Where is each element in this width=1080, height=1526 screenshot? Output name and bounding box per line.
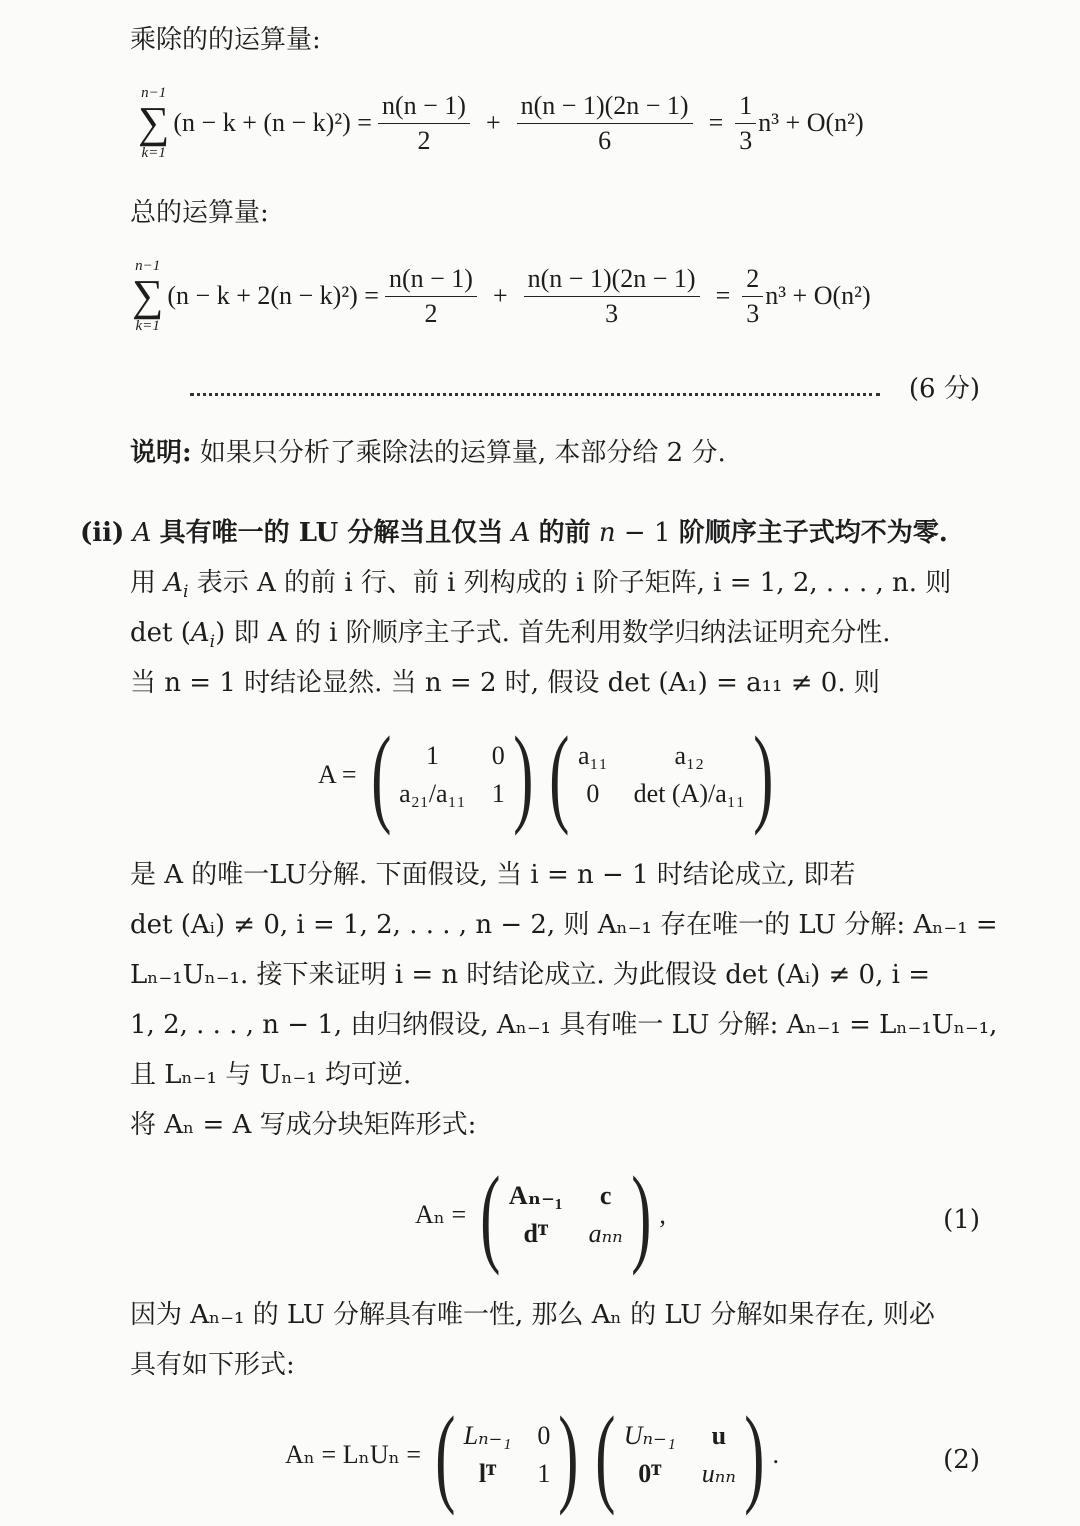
paragraph-1: 用 $A_i$ 表示 A 的前 i 行、前 i 列构成的 i 阶子矩阵, i = 1, 2, . . . , n. 则	[130, 568, 952, 603]
equation-number-2: (2)	[943, 1445, 980, 1475]
block-matrix: Aₙ₋₁ c dᵀ aₙₙ	[508, 1181, 623, 1248]
total-label: 总的运算量:	[130, 198, 269, 228]
paragraph-3: 当 n = 1 时结论显然. 当 n = 2 时, 假设 det (A₁) = a₁₁ ≠ 0. 则	[130, 668, 880, 698]
matrix-l: 1 0 a₂₁/a₁₁ 1	[399, 741, 505, 808]
score-label: (6 分)	[908, 374, 980, 404]
paragraph-11: 具有如下形式:	[130, 1350, 295, 1380]
matrix-un: Uₙ₋₁ u 0ᵀ uₙₙ	[623, 1421, 736, 1488]
equation-lu-form: Aₙ = LₙUₙ = ( Lₙ₋₁ 0 lᵀ 1 ) ( Uₙ₋₁ u 0ᵀ uₙₙ ) .	[285, 1394, 779, 1516]
paragraph-2: $\det (A_i)$ 即 A 的 i 阶顺序主子式. 首先利用数学归纳法证明充分性.	[130, 618, 891, 653]
paragraph-9: 将 Aₙ = A 写成分块矩阵形式:	[130, 1110, 477, 1140]
summation: n−1 ∑ k=1	[138, 85, 170, 161]
equation-mult-count: n−1 ∑ k=1 (n − k + (n − k)²) = $\frac{n(n - 1)}{2}$ + $\frac{n(n - 1)(2n - 1)}{6}$ = $\frac{1}{3}$ n³ + O(n²)	[138, 85, 864, 161]
equation-block-matrix: Aₙ = ( Aₙ₋₁ c dᵀ aₙₙ ) ,	[415, 1154, 666, 1276]
paragraph-5: det (Aᵢ) ≠ 0, i = 1, 2, . . . , n − 2, 则 Aₙ₋₁ 存在唯一的 LU 分解: Aₙ₋₁ =	[130, 910, 998, 940]
equation-total-count: n−1 ∑ k=1 (n − k + 2(n − k)²) = $\frac{n(n - 1)}{2}$ + $\frac{n(n - 1)(2n - 1)}{3}$ = $\frac{2}{3}$ n³ + O(n²)	[132, 258, 871, 334]
paragraph-4: 是 A 的唯一LU分解. 下面假设, 当 i = n − 1 时结论成立, 即若	[130, 860, 856, 890]
matrix-u: a₁₁ a₁₂ 0 det (A)/a₁₁	[578, 741, 745, 808]
paragraph-8: 且 Lₙ₋₁ 与 Uₙ₋₁ 均可逆.	[130, 1060, 412, 1090]
part-ii-statement: (ii) A 具有唯一的 LU 分解当且仅当 A 的前 n − 1 阶顺序主子式均不为零.	[80, 518, 948, 548]
paragraph-10: 因为 Aₙ₋₁ 的 LU 分解具有唯一性, 那么 Aₙ 的 LU 分解如果存在, 则必	[130, 1300, 935, 1330]
equation-2x2-lu: A = ( 1 0 a₂₁/a₁₁ 1 ) ( a₁₁ a₁₂ 0 det (A)/a₁₁ )	[318, 714, 774, 836]
note: 说明: 如果只分析了乘除法的运算量, 本部分给 2 分.	[130, 438, 726, 468]
summation: n−1 ∑ k=1	[132, 258, 164, 334]
dotted-leader	[190, 393, 880, 396]
paragraph-7: 1, 2, . . . , n − 1, 由归纳假设, Aₙ₋₁ 具有唯一 LU 分解: Aₙ₋₁ = Lₙ₋₁Uₙ₋₁,	[130, 1010, 998, 1040]
matrix-ln: Lₙ₋₁ 0 lᵀ 1	[463, 1421, 551, 1488]
mult-label: 乘除的的运算量:	[130, 25, 321, 55]
equation-number-1: (1)	[943, 1205, 980, 1235]
paragraph-6: Lₙ₋₁Uₙ₋₁. 接下来证明 i = n 时结论成立. 为此假设 det (Aᵢ) ≠ 0, i =	[130, 960, 930, 990]
